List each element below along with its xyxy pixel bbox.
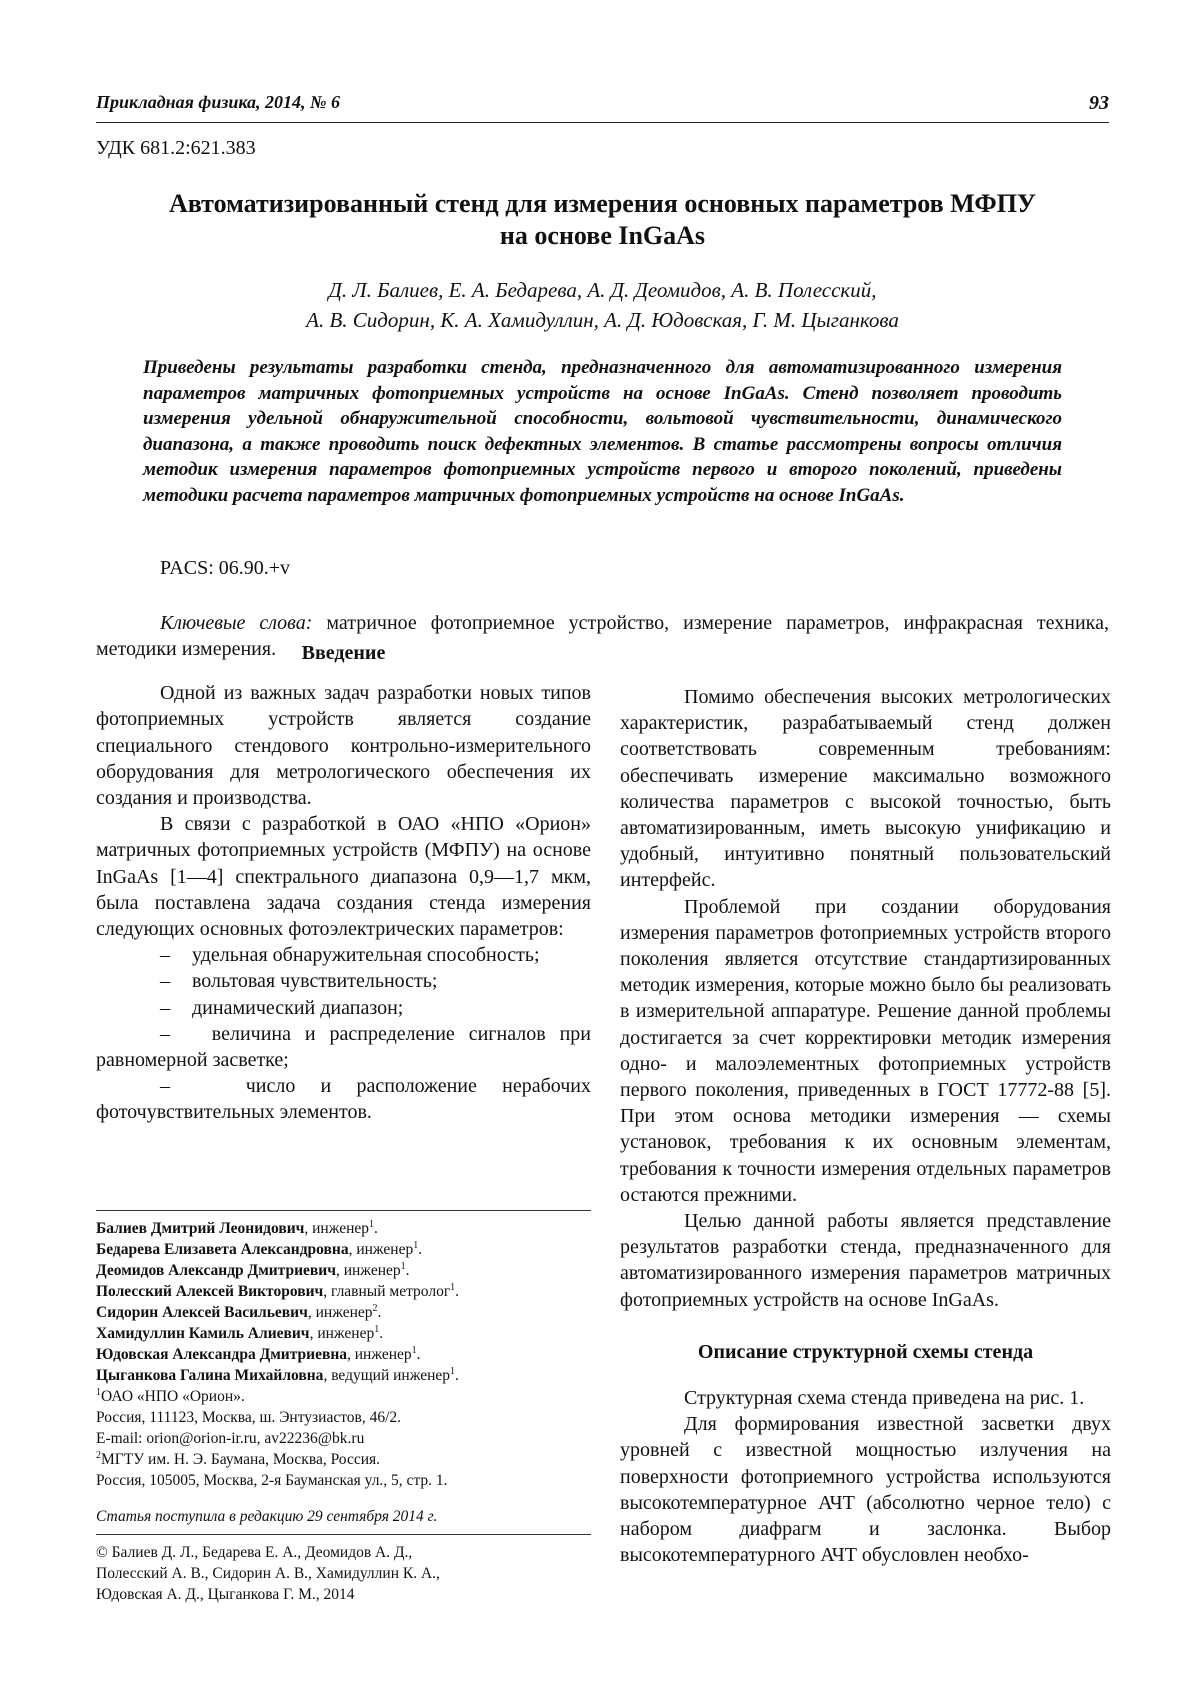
footnote-divider: [96, 1210, 591, 1211]
body-paragraph: Целью данной работы является представление результатов разработки стенда, предназначенного для автоматизированного измерения параметров матричных фотоприемных устройств на основе InGaAs.: [620, 1210, 1111, 1311]
list-dash: –: [160, 1022, 170, 1045]
left-column: [96, 640, 591, 1126]
footnote-author: Балиев Дмитрий Леонидович, инженер$^1$.: [96, 1218, 378, 1237]
title-line-2: на основе InGaAs: [499, 221, 706, 250]
contact-email: E-mail: orion@orion-ir.ru, av22236@bk.ru: [96, 1430, 365, 1447]
copyright-divider: [96, 1534, 591, 1535]
footnote-author: Бедарева Елизавета Александровна, инженер$^1$.: [96, 1239, 423, 1258]
list-dash: –: [160, 1075, 170, 1098]
body-paragraph: Помимо обеспечения высоких метрологических характеристик, разрабатываемый стенд должен соответствовать современным требованиям: обеспечивать измерение максимально возможного количества параметров с высокой точностью, быть автоматизированным, иметь высокую унификацию и удобный, интуитивно понятный пользовательский интерфейс.: [620, 686, 1111, 892]
copyright-line-3: Юдовская А. Д., Цыганкова Г. М., 2014: [96, 1586, 355, 1603]
list-item-text: величина и распределение сигналов при равномерной засветке;: [96, 1022, 591, 1072]
journal-name: Прикладная физика, 2014, № 6: [96, 92, 341, 112]
list-item: [96, 1021, 591, 1073]
list-item: [96, 968, 591, 994]
right-column: [620, 684, 1111, 1569]
affiliation-2-address: Россия, 105005, Москва, 2-я Бауманская ул., 5, стр. 1.: [96, 1472, 448, 1489]
copyright-line-1: © Балиев Д. Л., Бедарева Е. А., Деомидов А. Д.,: [96, 1544, 413, 1561]
footnote-author: Сидорин Алексей Васильевич, инженер$^2$.: [96, 1302, 382, 1321]
abstract: Приведены результаты разработки стенда, предназначенного для автоматизированного измерения параметров матричных фотоприемных устройств на основе InGaAs. Стенд позволяет проводить измерения удельной обнаружительной способности, вольтовой чувствительности, динамического диапазона, а также проводить поиск дефектных элементов. В статье рассмотрены вопросы отличия методик измерения параметров фотоприемных устройств первого и второго поколений, приведены методики расчета параметров матричных фотоприемных устройств на основе InGaAs.: [143, 357, 1062, 506]
pacs-code: PACS: 06.90.+v: [160, 557, 291, 579]
list-item: [96, 995, 591, 1021]
keywords-label: Ключевые слова:: [160, 612, 313, 634]
page-number: 93: [1089, 92, 1109, 114]
copyright-notice: [96, 1542, 591, 1605]
list-item: [96, 942, 591, 968]
footnote-author: Цыганкова Галина Михайловна, ведущий инженер$^1$.: [96, 1365, 459, 1384]
list-item-text: вольтовая чувствительность;: [192, 970, 438, 993]
affiliation-1-address: Россия, 111123, Москва, ш. Энтузиастов, 46/2.: [96, 1409, 402, 1426]
title-line-1: Автоматизированный стенд для измерения основных параметров МФПУ: [168, 189, 1037, 218]
section-heading-structure: Описание структурной схемы стенда: [697, 1340, 1034, 1363]
running-header: [96, 92, 1109, 123]
footnote-author: Деомидов Александр Дмитриевич, инженер$^1$.: [96, 1260, 410, 1279]
list-item-text: динамический диапазон;: [192, 996, 404, 1019]
affiliation-2: $^2$МГТУ им. Н. Э. Баумана, Москва, Россия.: [96, 1449, 380, 1468]
intro-paragraph-1: Одной из важных задач разработки новых типов фотоприемных устройств является создание специального стендового контрольно-измерительного оборудования для метрологического обеспечения их создания и производства.: [96, 682, 591, 810]
keywords-text: матричное фотоприемное устройство, измерение параметров, инфракрасная техника, методики измерения.: [96, 612, 1109, 660]
list-dash: –: [160, 996, 170, 1019]
intro-paragraph-2: В связи с разработкой в ОАО «НПО «Орион» матричных фотоприемных устройств (МФПУ) на основе InGaAs [1—4] спектрального диапазона 0,9—1,7 мкм, была поставлена задача создания стенда измерения следующих основных фотоэлектрических параметров:: [96, 813, 591, 941]
list-dash: –: [160, 970, 170, 993]
received-date: Статья поступила в редакцию 29 сентября 2014 г.: [96, 1508, 438, 1525]
authors-line-1: Д. Л. Балиев, Е. А. Бедарева, А. Д. Деомидов, А. В. Полесский,: [328, 278, 877, 302]
copyright-line-2: Полесский А. В., Сидорин А. В., Хамидуллин К. А.,: [96, 1565, 440, 1582]
list-item-text: число и расположение нерабочих фоточувствительных элементов.: [96, 1075, 591, 1124]
author-footnotes: [96, 1218, 591, 1491]
section-heading-introduction: Введение: [301, 642, 386, 664]
affiliation-1: $^1$ОАО «НПО «Орион».: [96, 1386, 245, 1405]
body-paragraph: Для формирования известной засветки двух уровней с известной мощностью излучения на поверхности фотоприемного устройства используются высокотемпературное АЧТ (абсолютно черное тело) с набором диафрагм и заслонка. Выбор высокотемпературного АЧТ обусловлен необхо-: [620, 1413, 1111, 1567]
paper-title: [96, 188, 1109, 252]
list-dash: –: [160, 944, 170, 967]
footnote-author: Полесский Алексей Викторович, главный метролог$^1$.: [96, 1281, 460, 1300]
body-paragraph: Проблемой при создании оборудования измерения параметров фотоприемных устройств второго поколения является отсутствие стандартизированных методик измерения, которые можно было бы реализовать в измерительной аппаратуре. Решение данной проблемы достигается за счет корректировки методик измерения одно- и малоэлементных фотоприемных устройств первого поколения, приведенных в ГОСТ 17772-88 [5]. При этом основа методики измерения — схемы установок, требования к их основным элементам, требования к точности измерения отдельных параметров остаются прежними.: [620, 895, 1111, 1206]
authors-line-2: А. В. Сидорин, К. А. Хамидуллин, А. Д. Юдовская, Г. М. Цыганкова: [306, 308, 899, 332]
author-list: [96, 275, 1109, 335]
udc-code: УДК 681.2:621.383: [96, 137, 256, 159]
list-item: [96, 1073, 591, 1125]
footnote-author: Хамидуллин Камиль Алиевич, инженер$^1$.: [96, 1323, 384, 1342]
body-paragraph: Структурная схема стенда приведена на рис. 1.: [684, 1387, 1085, 1410]
list-item-text: удельная обнаружительная способность;: [192, 944, 540, 967]
footnote-author: Юдовская Александра Дмитриевна, инженер$^1$.: [96, 1344, 421, 1363]
